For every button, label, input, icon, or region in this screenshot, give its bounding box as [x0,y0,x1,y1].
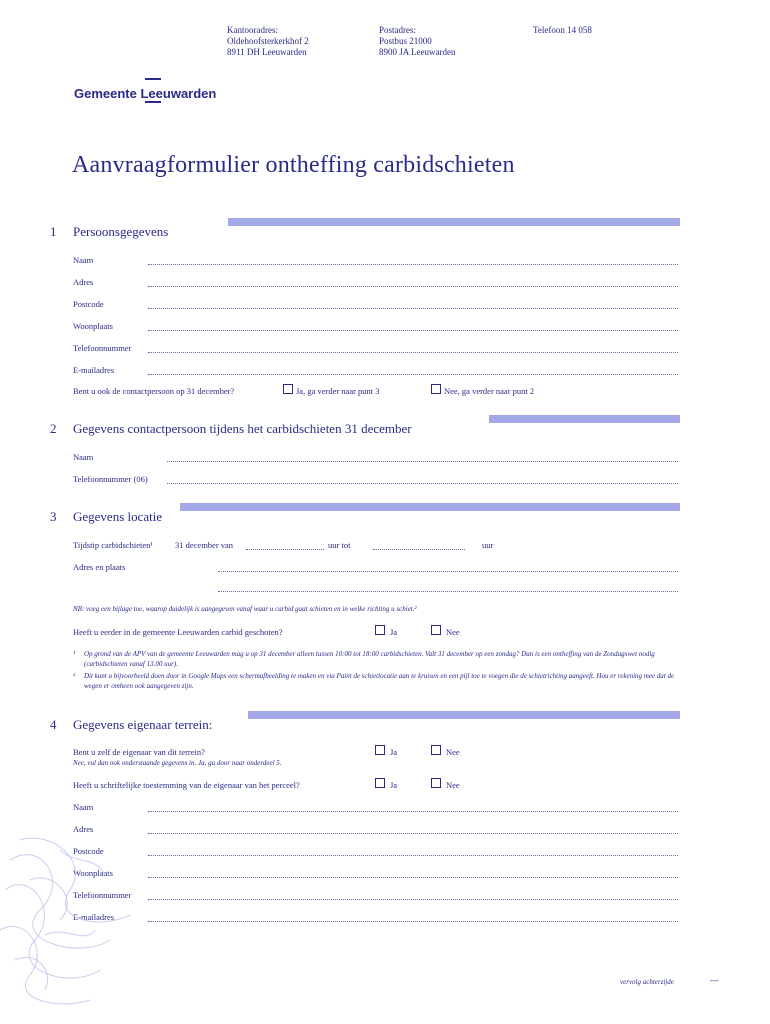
section-bar [248,711,680,719]
end-time-field[interactable] [373,549,465,550]
permission-no-label: Nee [446,780,460,790]
municipality-logo: Gemeente Leeuwarden [74,86,216,101]
footnote-1-number: ¹ [73,650,76,658]
owner-postcode-field[interactable] [148,855,678,856]
section-title: Gegevens locatie [73,509,163,524]
contact-yes-label: Ja, ga verder naar punt 3 [296,386,380,396]
contact-name-field[interactable] [167,461,678,462]
location-field[interactable] [218,571,678,572]
form-title: Aanvraagformulier ontheffing carbidschieten [72,152,515,178]
footnote-1: Op grond van de APV van de gemeente Leeuwarden mag u op 31 december alleen tussen 10:00 tot 18:00 carbidschieten. Valt 31 december op een zondag? Dan is een ontheffing van de Zondagswet nodig (carbidschieten vanaf 13.00 uur). [84,650,655,668]
section-number: 2 [50,421,57,436]
owner-city-field[interactable] [148,877,678,878]
owner-yes-checkbox[interactable] [375,745,385,755]
owner-city-label: Woonplaats [73,868,113,878]
office-address: Kantooradres: Oldehoofsterkerkhof 2 8911 DH Leeuwarden [227,25,309,57]
contact-phone-field[interactable] [167,483,678,484]
section-title: Gegevens eigenaar terrein: [73,717,213,732]
previous-no-checkbox[interactable] [431,625,441,635]
footnote-2-number: ² [73,672,76,680]
location-field-2[interactable] [218,591,678,592]
city-label: Woonplaats [73,321,113,331]
contact-no-checkbox[interactable] [431,384,441,394]
date-label: 31 december van [175,540,234,550]
address-label: Adres [73,277,94,287]
owner-question: Bent u zelf de eigenaar van dit terrein? [73,747,205,757]
footnote-2: Dit kunt u bijvoorbeeld doen door in Google Maps een schermafbeelding te maken en via Paint de schietlocatie aan te kruisen en een pijl toe te voegen die de schietrichting aangeeft. Hou er rekening mee dat de wegen er omheen ook aangegeven zijn. [84,672,675,690]
owner-note: Nee, vul dan ook onderstaande gegevens in. Ja, ga door naar onderdeel 5. [73,759,282,767]
previous-yes-checkbox[interactable] [375,625,385,635]
section-bar [180,503,680,511]
continue-overleaf: vervolg achterzijde [620,978,674,986]
owner-no-label: Nee [446,747,460,757]
owner-phone-field[interactable] [148,899,678,900]
contact-yes-checkbox[interactable] [283,384,293,394]
owner-address-field[interactable] [148,833,678,834]
section-number: 1 [50,224,57,239]
until-label: uur tot [328,540,351,550]
contact-no-label: Nee, ga verder naar punt 2 [444,386,535,396]
owner-phone-label: Telefoonnummer [73,890,132,900]
previous-yes-label: Ja [390,627,398,637]
owner-name-field[interactable] [148,811,678,812]
permission-question: Heeft u schriftelijke toestemming van de eigenaar van het perceel? [73,780,300,790]
attachment-note: NB: voeg een bijlage toe, waarop duidelijk is aangegeven vanaf waar u carbid gaat schieten en in welke richting u schiet.² [73,605,417,613]
permission-yes-label: Ja [390,780,398,790]
start-time-field[interactable] [246,549,324,550]
hour-label: uur [482,540,494,550]
permission-no-checkbox[interactable] [431,778,441,788]
owner-name-label: Naam [73,802,94,812]
email-label: E-mailadres [73,365,115,375]
previous-question: Heeft u eerder in de gemeente Leeuwarden carbid geschoten? [73,627,283,637]
postcode-label: Postcode [73,299,104,309]
owner-postcode-label: Postcode [73,846,104,856]
name-field[interactable] [148,264,678,265]
section-number: 4 [50,717,57,732]
section-bar [228,218,680,226]
contact-question: Bent u ook de contactpersoon op 31 december? [73,386,235,396]
city-field[interactable] [148,330,678,331]
phone-field[interactable] [148,352,678,353]
contact-name-label: Naam [73,452,94,462]
location-label: Adres en plaats [73,562,126,572]
permission-yes-checkbox[interactable] [375,778,385,788]
time-label: Tijdstip carbidschieten¹ [73,540,153,550]
contact-phone-label: Telefoonnummer (06) [73,474,148,484]
address-field[interactable] [148,286,678,287]
owner-email-field[interactable] [148,921,678,922]
postcode-field[interactable] [148,308,678,309]
email-field[interactable] [148,374,678,375]
section-number: 3 [50,509,57,524]
owner-no-checkbox[interactable] [431,745,441,755]
section-title: Gegevens contactpersoon tijdens het carbidschieten 31 december [73,421,412,436]
next-page-indicator: --- [710,975,719,985]
name-label: Naam [73,255,94,265]
owner-address-label: Adres [73,824,94,834]
section-bar [489,415,680,423]
postal-address: Postadres: Postbus 21000 8900 JA Leeuwarden [379,25,456,57]
owner-yes-label: Ja [390,747,398,757]
phone-number: Telefoon 14 058 [533,25,592,35]
phone-label: Telefoonnummer [73,343,132,353]
previous-no-label: Nee [446,627,460,637]
owner-email-label: E-mailadres [73,912,115,922]
decorative-swirl-icon [0,820,140,1020]
section-title: Persoonsgegevens [73,224,169,239]
